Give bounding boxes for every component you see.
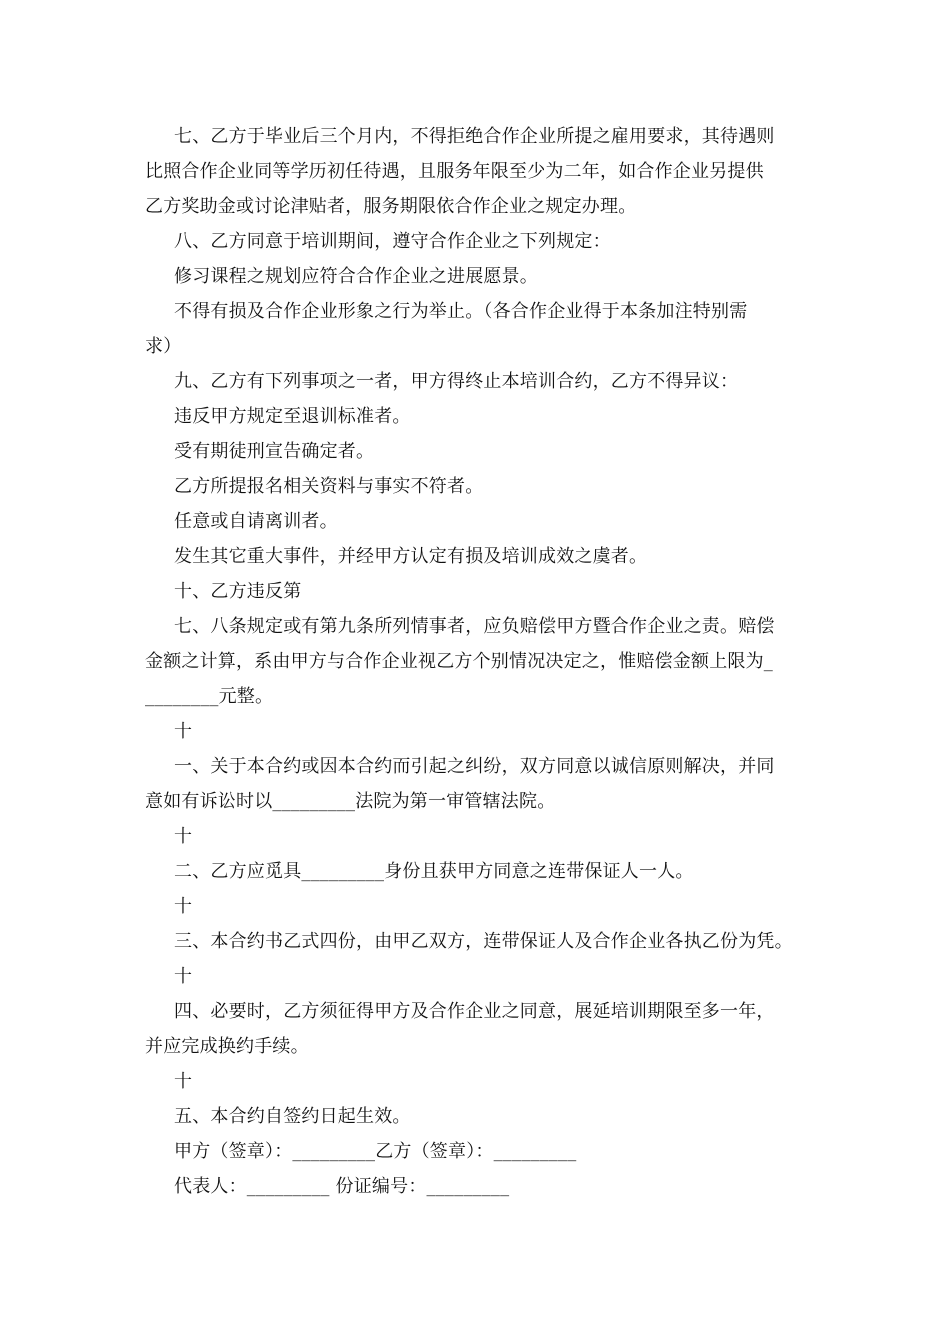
text-line: 修习课程之规划应符合合作企业之进展愿景。 [174, 266, 538, 287]
text-line: 七、八条规定或有第九条所列情事者，应负赔偿甲方暨合作企业之责。赔偿 [174, 616, 775, 637]
text-line: 受有期徒刑宣告确定者。 [174, 441, 375, 462]
text-line: ________元整。 [145, 686, 274, 707]
text-line: 十 [174, 966, 193, 987]
text-line: 四、必要时，乙方须征得甲方及合作企业之同意，展延培训期限至多一年， [174, 1001, 775, 1022]
text-line: 意如有诉讼时以_________法院为第一审管辖法院。 [145, 791, 556, 812]
text-line: 一、关于本合约或因本合约而引起之纠纷，双方同意以诚信原则解决，并同 [174, 756, 775, 777]
text-line: 七、乙方于毕业后三个月内，不得拒绝合作企业所提之雇用要求，其待遇则 [174, 126, 775, 147]
text-line: 金额之计算，系由甲方与合作企业视乙方个别情况决定之，惟赔偿金额上限为_ [145, 651, 773, 672]
text-line: 十、乙方违反第 [174, 581, 302, 602]
text-line: 发生其它重大事件，并经甲方认定有损及培训成效之虞者。 [174, 546, 648, 567]
signature-line-parties: 甲方（签章）：_________乙方（签章）：_________ [174, 1141, 577, 1162]
text-line: 十 [174, 1071, 193, 1092]
signature-line-representative: 代表人：_________ 份证编号：_________ [174, 1176, 510, 1197]
text-line: 八、乙方同意于培训期间，遵守合作企业之下列规定： [174, 231, 611, 252]
text-line: 乙方奖助金或讨论津贴者，服务期限依合作企业之规定办理。 [145, 196, 637, 217]
text-line: 十 [174, 896, 193, 917]
text-line: 九、乙方有下列事项之一者，甲方得终止本培训合约，乙方不得异议： [174, 371, 739, 392]
text-line: 并应完成换约手续。 [145, 1036, 309, 1057]
text-line: 十 [174, 721, 193, 742]
text-line: 十 [174, 826, 193, 847]
text-line: 比照合作企业同等学历初任待遇，且服务年限至少为二年，如合作企业另提供 [145, 161, 764, 182]
text-line: 五、本合约自签约日起生效。 [174, 1106, 411, 1127]
text-line: 违反甲方规定至退训标准者。 [174, 406, 411, 427]
text-line: 任意或自请离训者。 [174, 511, 338, 532]
text-line: 不得有损及合作企业形象之行为举止。（各合作企业得于本条加注特别需 [174, 301, 748, 322]
text-line: 三、本合约书乙式四份，由甲乙双方，连带保证人及合作企业各执乙份为凭。 [174, 931, 793, 952]
text-line: 乙方所提报名相关资料与事实不符者。 [174, 476, 484, 497]
text-line: 二、乙方应觅具_________身份且获甲方同意之连带保证人一人。 [174, 861, 694, 882]
text-line: 求） [145, 336, 182, 357]
